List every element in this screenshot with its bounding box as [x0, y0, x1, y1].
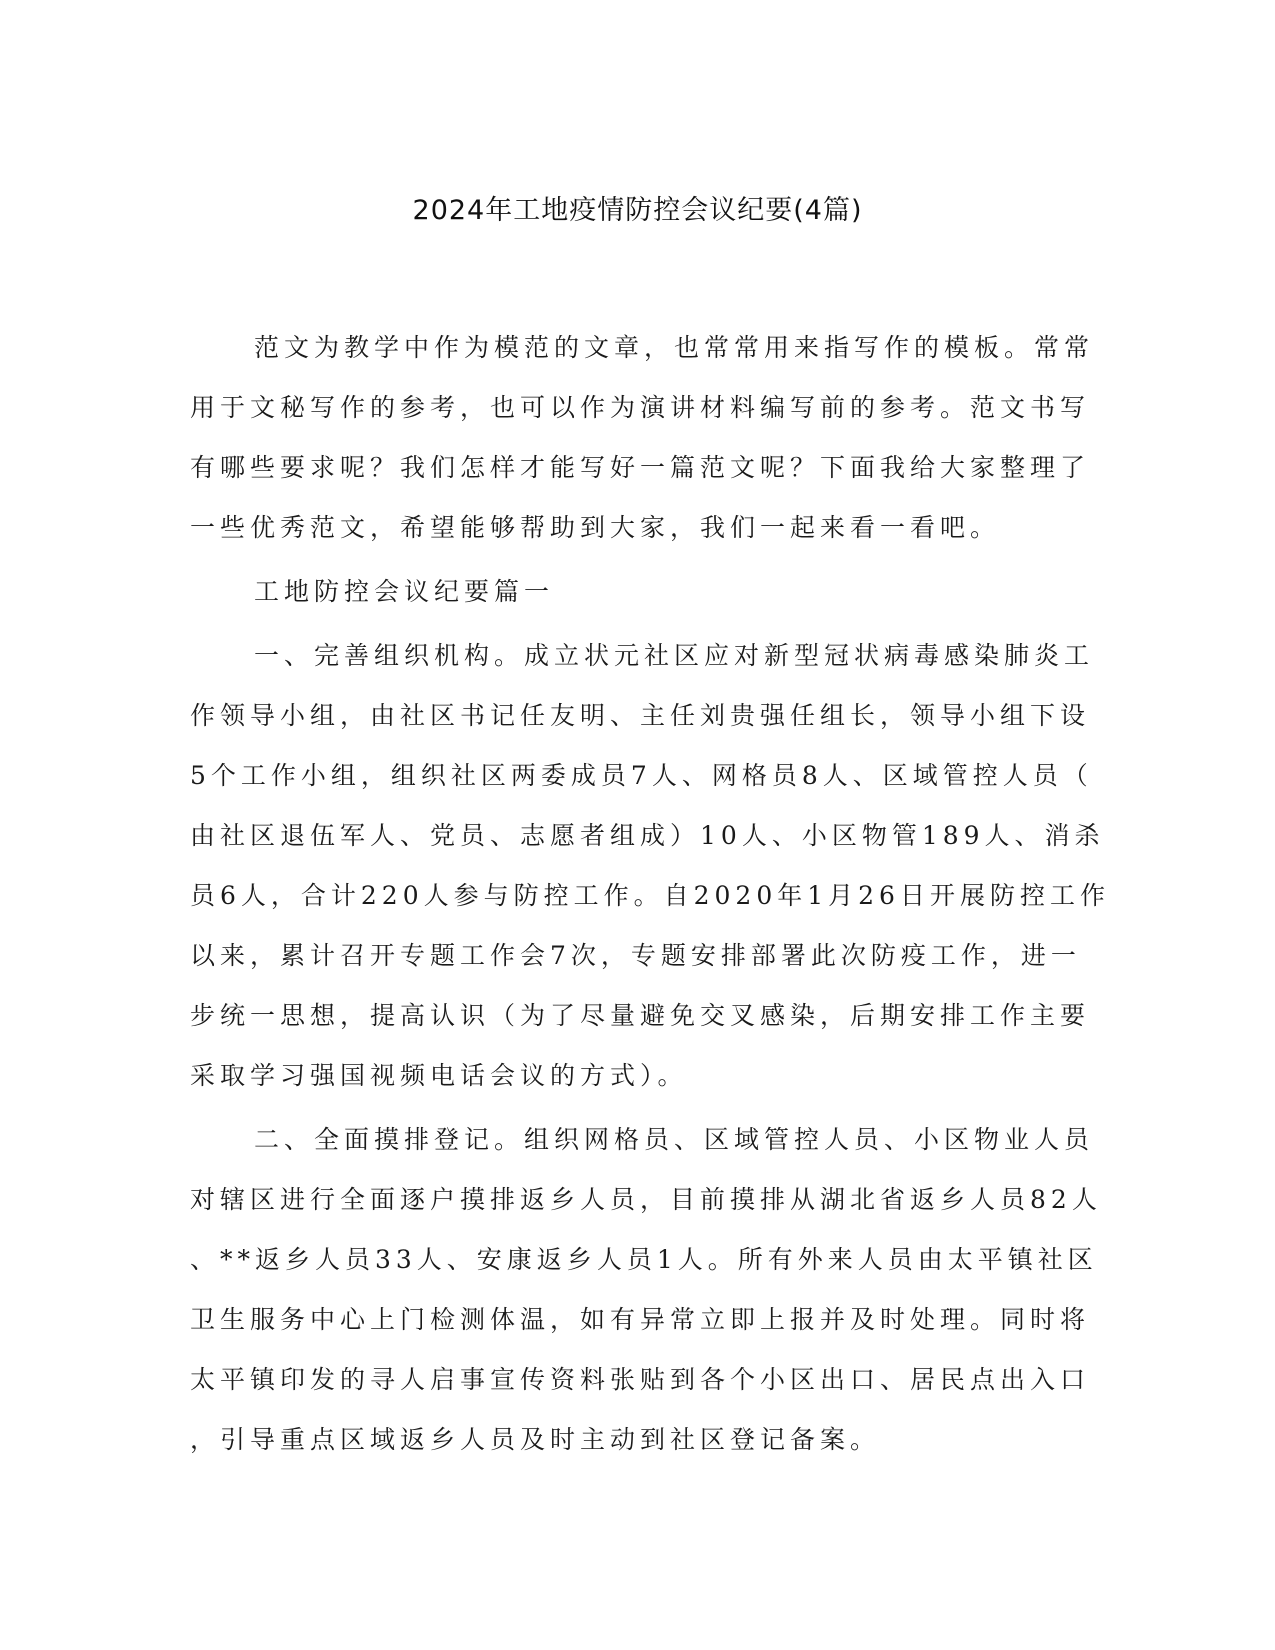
paragraph-line: 一、完善组织机构。成立状元社区应对新型冠状病毒感染肺炎工 — [254, 641, 1095, 670]
paragraph-line: 有哪些要求呢？我们怎样才能写好一篇范文呢？下面我给大家整理了 — [190, 453, 1091, 482]
paragraph-line: 作领导小组，由社区书记任友明、主任刘贵强任组长，领导小组下设 — [190, 701, 1091, 730]
document-title: 2024年工地疫情防控会议纪要(4篇) — [412, 195, 863, 226]
paragraph-line: ，引导重点区域返乡人员及时主动到社区登记备案。 — [190, 1425, 881, 1454]
paragraph-intro — [190, 318, 1095, 558]
paragraph-registration — [190, 1110, 1102, 1470]
paragraph-line: 采取学习强国视频电话会议的方式）。 — [190, 1061, 688, 1090]
paragraph-line: 以来，累计召开专题工作会7次，专题安排部署此次防疫工作，进一 — [190, 941, 1081, 970]
paragraph-line: 对辖区进行全面逐户摸排返乡人员，目前摸排从湖北省返乡人员82人 — [190, 1185, 1102, 1214]
section-heading — [190, 562, 1078, 622]
paragraph-line: 工地防控会议纪要篇一 — [254, 577, 555, 606]
paragraph-line: 太平镇印发的寻人启事宣传资料张贴到各个小区出口、居民点出入口 — [190, 1365, 1091, 1394]
paragraph-line: 、**返乡人员33人、安康返乡人员1人。所有外来人员由太平镇社区 — [190, 1245, 1098, 1274]
paragraph-line: 步统一思想，提高认识（为了尽量避免交叉感染，后期安排工作主要 — [190, 1001, 1091, 1030]
paragraph-line: 由社区退伍军人、党员、志愿者组成）10人、小区物管189人、消杀 — [190, 821, 1105, 850]
paragraph-line: 一些优秀范文，希望能够帮助到大家，我们一起来看一看吧。 — [190, 513, 1001, 542]
document-body — [190, 318, 1110, 1474]
paragraph-line: 员6人，合计220人参与防控工作。自2020年1月26日开展防控工作 — [190, 881, 1110, 910]
paragraph-line: 范文为教学中作为模范的文章，也常常用来指写作的模板。常常 — [254, 333, 1095, 362]
paragraph-line: 用于文秘写作的参考，也可以作为演讲材料编写前的参考。范文书写 — [190, 393, 1091, 422]
paragraph-line: 二、全面摸排登记。组织网格员、区域管控人员、小区物业人员 — [254, 1125, 1095, 1154]
paragraph-organization — [190, 626, 1110, 1106]
paragraph-line: 卫生服务中心上门检测体温，如有异常立即上报并及时处理。同时将 — [190, 1305, 1091, 1334]
paragraph-line: 5个工作小组，组织社区两委成员7人、网格员8人、区域管控人员（ — [190, 761, 1093, 790]
